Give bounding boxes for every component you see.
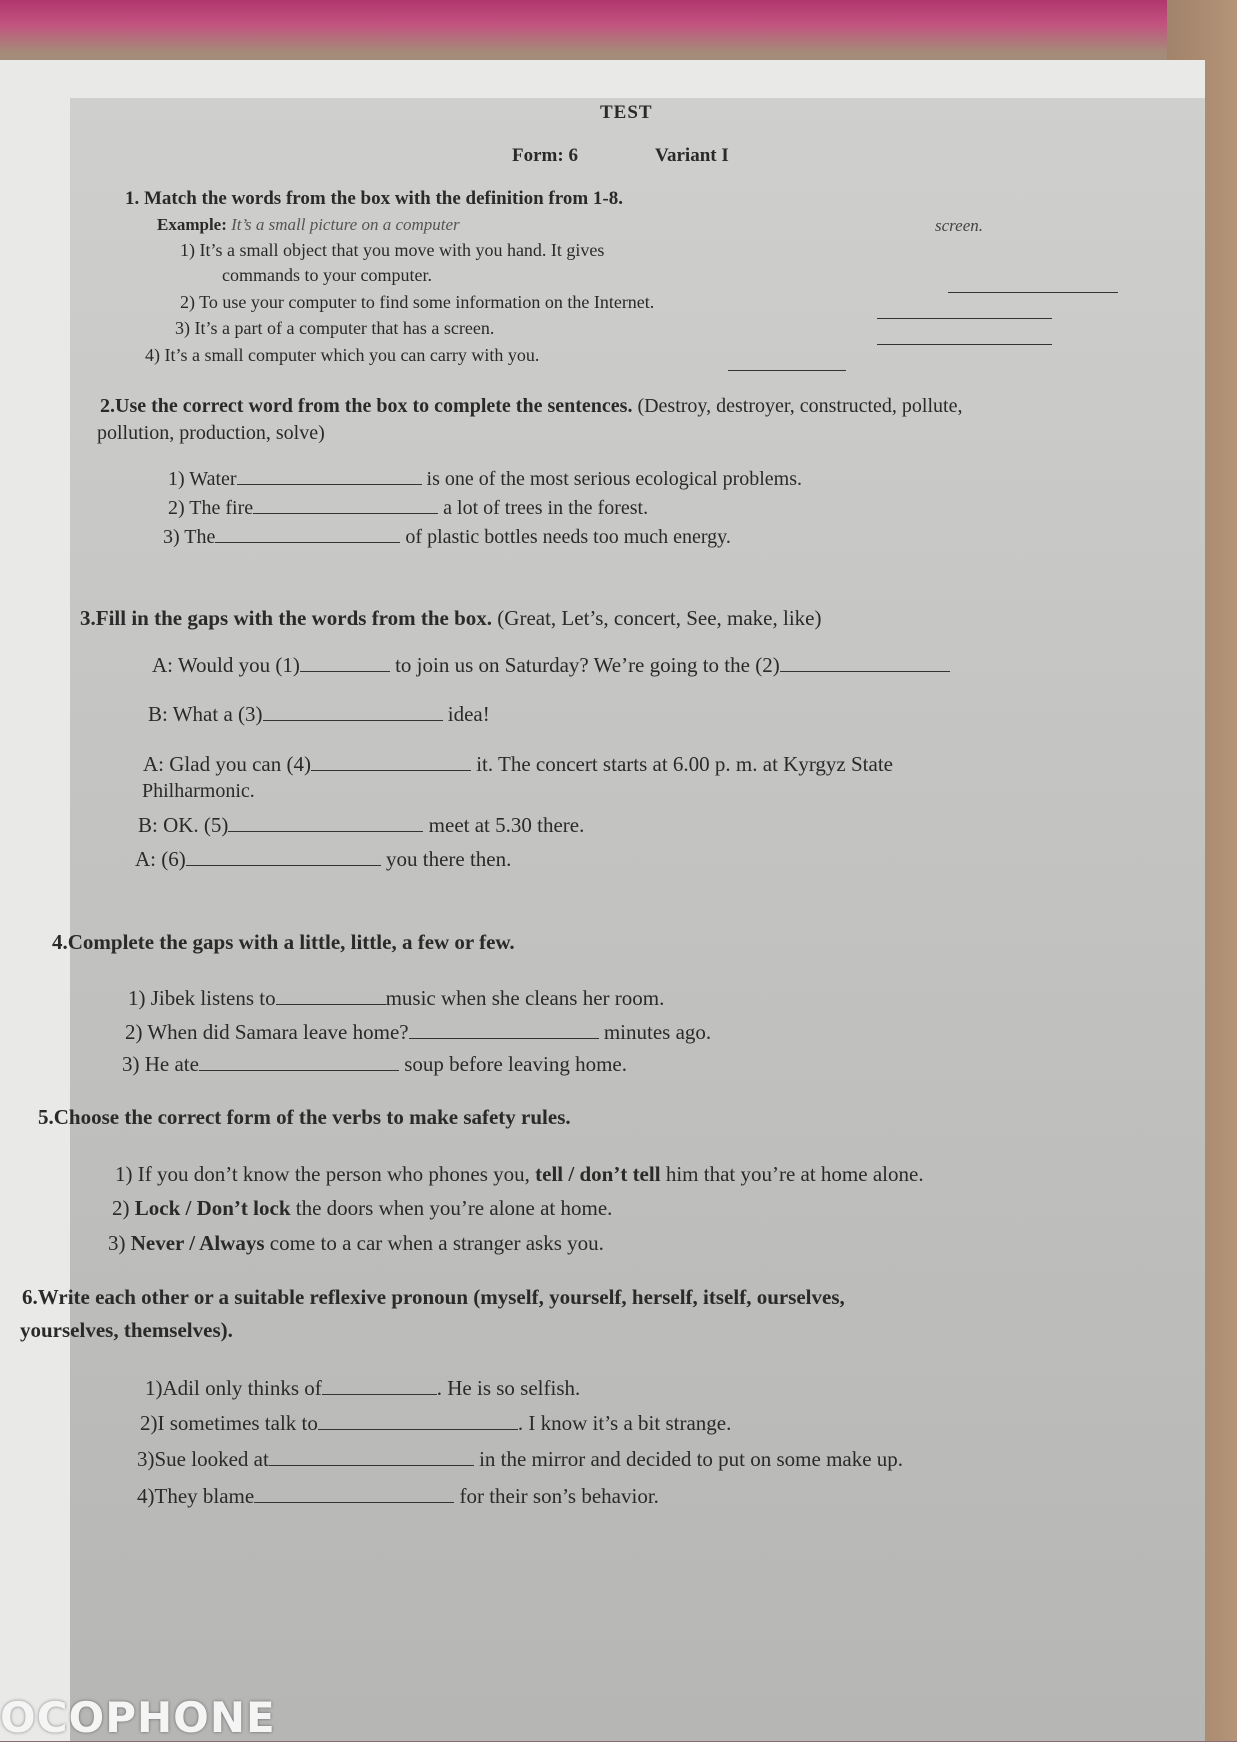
example-label: Example: (157, 215, 227, 234)
task1-item-1-cont: commands to your computer. (222, 265, 432, 285)
task3-line-2 (148, 702, 490, 727)
task3-heading-bold: 3.Fill in the gaps with the words from the box. (80, 606, 493, 630)
task3-blank-3 (263, 719, 443, 721)
task2-blank-3 (215, 541, 400, 543)
task4-item-1-before: 1) Jibek listens to (128, 986, 276, 1010)
task3-line-1-before: A: Would you (1) (152, 653, 300, 677)
task4-item-1-after: music when she cleans her room. (385, 986, 665, 1010)
task6-blank-2 (318, 1428, 518, 1430)
task4-blank-2 (409, 1037, 599, 1039)
task4-item-3-after: soup before leaving home. (404, 1052, 627, 1076)
task5-item-2-post: the doors when you’re alone at home. (290, 1196, 613, 1220)
task4-heading: 4.Complete the gaps with a little, little, a few or few. (52, 930, 515, 954)
task1-item-2: 2) To use your computer to find some information on the Internet. (180, 292, 655, 312)
task6-blank-3 (269, 1464, 474, 1466)
task2-item-3-before: 3) The (163, 526, 216, 548)
task1-answer-line-1 (948, 292, 1118, 293)
task5-item-3 (108, 1231, 604, 1256)
task2-blank-2 (253, 512, 438, 514)
task6-item-4-after: for their son’s behavior. (459, 1484, 659, 1508)
task2-item-2 (168, 497, 648, 520)
example-text: It’s a small picture on a computer (231, 215, 460, 234)
task3-line-3 (143, 752, 893, 777)
task2-heading-bold: 2.Use the correct word from the box to complete the sentences. (100, 395, 633, 417)
task3-line-3-mid: it. The concert starts at 6.00 p. m. at Kyrgyz State (476, 752, 893, 776)
task6-item-4-before: 4)They blame (137, 1484, 255, 1508)
task3-heading-rest: (Great, Let’s, concert, See, make, like) (492, 606, 822, 630)
example-answer: screen. (935, 216, 983, 235)
task5-item-1 (115, 1162, 924, 1187)
task4-item-3-before: 3) He ate (122, 1052, 199, 1076)
task6-item-3 (137, 1447, 903, 1472)
task2-item-2-before: 2) The fire (168, 497, 254, 519)
task3-line-5 (138, 813, 584, 838)
task1-item-3: 3) It’s a part of a computer that has a screen. (175, 318, 495, 338)
task3-line-6-mid: you there then. (386, 847, 512, 871)
task4-item-3 (122, 1052, 627, 1077)
task6-item-3-before: 3)Sue looked at (137, 1447, 269, 1471)
camera-watermark: OCOPHONE (0, 1693, 276, 1742)
task4-blank-1 (276, 1003, 386, 1005)
task3-blank-5 (228, 830, 423, 832)
task6-item-2-before: 2)I sometimes talk to (140, 1411, 318, 1435)
task5-item-3-post: come to a car when a stranger asks you. (264, 1231, 604, 1255)
task3-blank-1 (300, 670, 390, 672)
task6-item-2-after: . I know it’s a bit strange. (517, 1411, 732, 1435)
task6-blank-4 (254, 1501, 454, 1503)
task6-item-1 (145, 1376, 580, 1401)
task4-item-2 (125, 1020, 711, 1045)
task2-item-3-after: of plastic bottles needs too much energy. (405, 526, 731, 548)
task6-heading: 6.Write each other or a suitable reflexive pronoun (myself, yourself, herself, itself, ourselves, (22, 1285, 845, 1309)
task3-heading (80, 606, 821, 631)
task4-blank-3 (199, 1069, 399, 1071)
task5-item-1-choice: tell / don’t tell (535, 1162, 661, 1186)
variant-label: Variant I (655, 145, 729, 166)
task2-heading-rest: (Destroy, destroyer, constructed, pollute, (632, 395, 963, 417)
task5-item-2-num: 2) (112, 1196, 130, 1220)
task2-item-1-after: is one of the most serious ecological problems. (426, 468, 803, 490)
task2-heading-line2: pollution, production, solve) (97, 422, 325, 444)
task3-line-6-before: A: (6) (135, 847, 186, 871)
task1-heading: 1. Match the words from the box with the definition from 1-8. (125, 188, 624, 209)
task6-item-4 (137, 1484, 659, 1509)
task6-item-1-before: 1)Adil only thinks of (145, 1376, 322, 1400)
task1-example (157, 215, 460, 235)
task5-item-2-choice: Lock / Don’t lock (134, 1196, 291, 1220)
task2-item-3 (163, 526, 731, 549)
test-sheet (0, 60, 1205, 1741)
task2-item-1 (168, 468, 802, 491)
task5-item-2 (112, 1196, 612, 1221)
task4-item-2-after: minutes ago. (603, 1020, 712, 1044)
task3-blank-2 (780, 670, 950, 672)
form-label: Form: 6 (512, 145, 578, 166)
task3-line-3-before: A: Glad you can (4) (143, 752, 311, 776)
task6-heading-line2: yourselves, themselves). (20, 1318, 233, 1342)
task5-item-1-pre: If you don’t know the person who phones you, (132, 1162, 536, 1186)
task5-item-3-choice: Never / Always (130, 1231, 265, 1255)
task5-item-1-num: 1) (115, 1162, 133, 1186)
task3-line-5-before: B: OK. (5) (138, 813, 229, 837)
task2-blank-1 (237, 483, 422, 485)
task3-line-5-mid: meet at 5.30 there. (428, 813, 585, 837)
task1-item-4: 4) It’s a small computer which you can carry with you. (145, 345, 540, 365)
task3-blank-4 (311, 769, 471, 771)
task5-item-3-num: 3) (108, 1231, 126, 1255)
task5-heading: 5.Choose the correct form of the verbs to make safety rules. (38, 1105, 571, 1129)
task2-heading (100, 395, 962, 418)
task4-item-2-before: 2) When did Samara leave home? (125, 1020, 409, 1044)
task6-item-1-after: . He is so selfish. (436, 1376, 581, 1400)
task3-line-2-mid: idea! (447, 702, 490, 726)
task3-line-2-before: B: What a (3) (148, 702, 263, 726)
test-title: TEST (600, 102, 653, 123)
task1-answer-line-2 (877, 318, 1052, 319)
task6-item-3-after: in the mirror and decided to put on some make up. (479, 1447, 904, 1471)
task6-blank-1 (322, 1393, 437, 1395)
task3-line-1 (152, 653, 950, 678)
task3-line-3-cont: Philharmonic. (142, 780, 255, 802)
task3-blank-6 (186, 864, 381, 866)
task1-answer-line-3 (877, 344, 1052, 345)
task2-item-2-after: a lot of trees in the forest. (443, 497, 649, 519)
task1-item-1: 1) It’s a small object that you move with you hand. It gives (180, 240, 605, 260)
task6-item-2 (140, 1411, 731, 1436)
task4-item-1 (128, 986, 664, 1011)
task3-line-1-mid: to join us on Saturday? We’re going to the (2) (395, 653, 780, 677)
task3-line-6 (135, 847, 511, 872)
task5-item-1-post: him that you’re at home alone. (660, 1162, 924, 1186)
task2-item-1-before: 1) Water (168, 468, 237, 490)
task1-answer-line-4 (728, 370, 846, 371)
